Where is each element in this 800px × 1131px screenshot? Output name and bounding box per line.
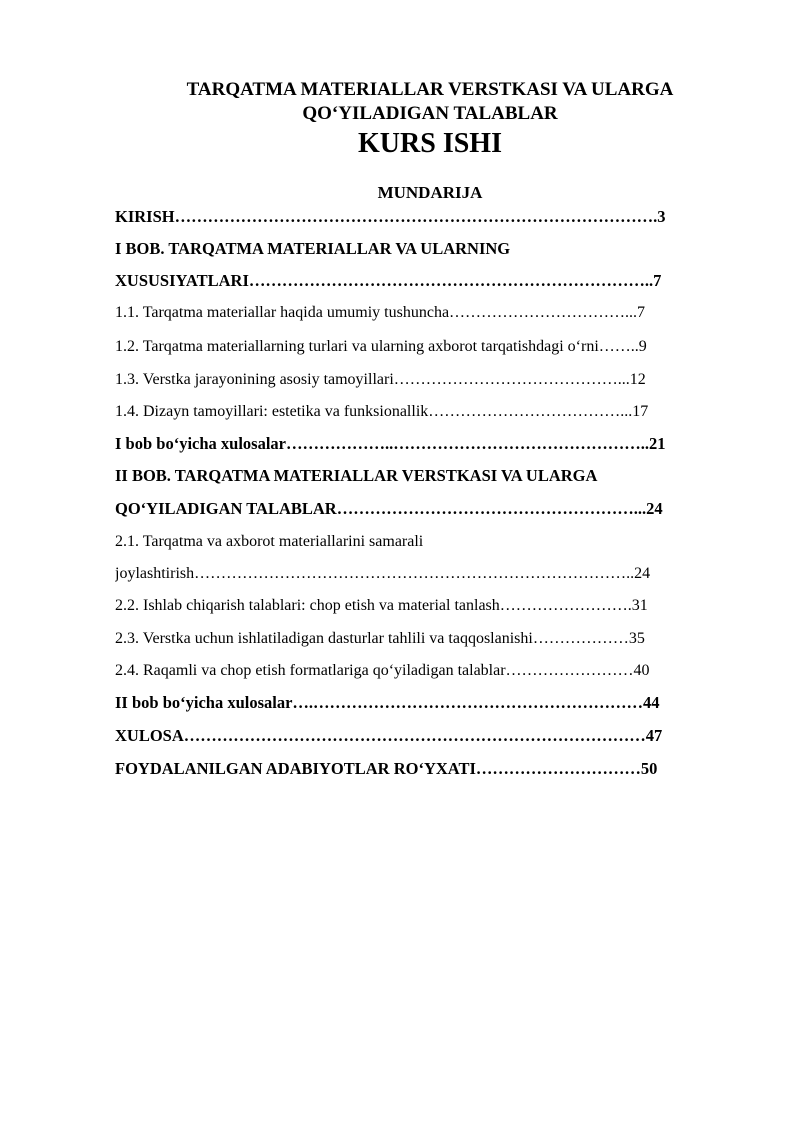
document-subtitle: KURS ISHI <box>358 128 502 159</box>
toc-item-xulosa: XULOSA…………………………………………………………………………47 <box>115 726 663 745</box>
toc-item-chapter-2-title-cont: QO‘YILADIGAN TALABLAR………………………………………………...24 <box>115 499 663 518</box>
toc-item-chapter-2-title: II BOB. TARQATMA MATERIALLAR VERSTKASI VA ULARGA <box>115 466 598 485</box>
toc-item-2-2: 2.2. Ishlab chiqarish talablari: chop etish va material tanlash…………………….31 <box>115 597 648 614</box>
toc-item-chapter-1-title: I BOB. TARQATMA MATERIALLAR VA ULARNING <box>115 239 511 258</box>
toc-item-2-3: 2.3. Verstka uchun ishlatiladigan dasturlar tahlili va taqqoslanishi………………35 <box>115 630 645 647</box>
toc-item-chapter-1-conclusions: I bob bo‘yicha xulosalar………………..………………………………………..21 <box>115 434 666 453</box>
toc-item-chapter-2-conclusions: II bob bo‘yicha xulosalar….……………………………………………………44 <box>115 693 660 712</box>
toc-item-1-1: 1.1. Tarqatma materiallar haqida umumiy tushuncha……………………………...7 <box>115 304 646 321</box>
document-title-line-1: TARQATMA MATERIALLAR VERSTKASI VA ULARGA <box>186 79 674 100</box>
toc-item-1-2: 1.2. Tarqatma materiallarning turlari va ularning axborot tarqatishdagi o‘rni……..9 <box>115 338 647 355</box>
toc-item-2-1-cont: joylashtirish………………………………………………………………………..24 <box>115 565 651 582</box>
toc-item-1-3: 1.3. Verstka jarayonining asosiy tamoyillari……………………………………...12 <box>115 371 646 388</box>
document-title-line-2: QO‘YILADIGAN TALABLAR <box>302 103 558 124</box>
toc-item-chapter-1-title-cont: XUSUSIYATLARI………………………………………………………………..7 <box>115 271 662 290</box>
toc-item-2-4: 2.4. Raqamli va chop etish formatlariga qo‘yiladigan talablar……………………40 <box>115 662 650 679</box>
toc-item-references: FOYDALANILGAN ADABIYOTLAR RO‘YXATI…………………………50 <box>115 759 658 778</box>
toc-item-1-4: 1.4. Dizayn tamoyillari: estetika va funksionallik………………………………...17 <box>115 403 649 420</box>
toc-item-kirish: KIRISH…………………………………………………………………………….3 <box>115 207 666 226</box>
toc-heading: MUNDARIJA <box>377 183 483 202</box>
toc-item-2-1: 2.1. Tarqatma va axborot materiallarini samarali <box>115 533 424 550</box>
